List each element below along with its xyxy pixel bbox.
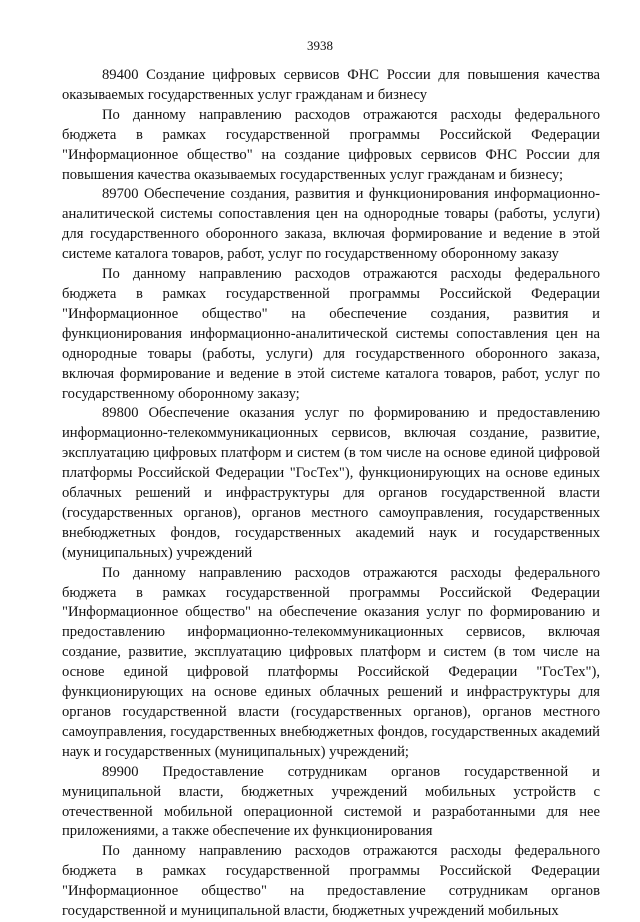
paragraph-89800-description: По данному направлению расходов отражаются расходы федерального бюджета в рамках государственной программы Российской Федерации "Информационное общество" на обеспечение оказания услуг по формированию и предоставлению информационно-телекоммуникационных сервисов, включая создание, развитие, эксплуатацию цифровых платформ и систем (в том числе на основе единой цифровой платформы Российской Федерации "ГосТех"), функционирующих на основе единых облачных решений и инфраструктуры для органов государственной власти (государственных органов), органов местного самоуправления, государственных внебюджетных фондов, государственных академий наук и государственных (муниципальных) учреждений; [62, 564, 600, 760]
paragraph-89700-description: По данному направлению расходов отражаются расходы федерального бюджета в рамках государственной программы Российской Федерации "Информационное общество" на обеспечение создания, развития и функционирования информационно-аналитической системы сопоставления цен на однородные товары (работы, услуги) для государственного оборонного заказа, включая формирование и ведение в этой системе каталога товаров, работ, услуг по государственному оборонному заказу; [62, 266, 600, 402]
paragraph-89900-description: По данному направлению расходов отражаются расходы федерального бюджета в рамках государственной программы Российской Федерации "Информационное общество" на предоставление сотрудникам органов государственной и муниципальной власти, бюджетных учреждений мобильных [62, 843, 600, 920]
paragraph-89400-heading: 89400 Создание цифровых сервисов ФНС России для повышения качества оказываемых государственных услуг гражданам и бизнесу [62, 67, 600, 103]
paragraph-89400-description: По данному направлению расходов отражаются расходы федерального бюджета в рамках государственной программы Российской Федерации "Информационное общество" на создание цифровых сервисов ФНС России для повышения качества оказываемых государственных услуг гражданам и бизнесу; [62, 106, 600, 183]
paragraph-89700-heading: 89700 Обеспечение создания, развития и функционирования информационно-аналитической системы сопоставления цен на однородные товары (работы, услуги) для государственного оборонного заказа, включая формирование и ведение в этой системе каталога товаров, работ, услуг по государственному оборонному заказу [62, 186, 600, 263]
paragraph-89900-heading: 89900 Предоставление сотрудникам органов государственной и муниципальной власти, бюджетных учреждений мобильных устройств с отечественной мобильной операционной системой и разработанными для нее приложениями, а также обеспечение их функционирования [62, 763, 600, 840]
page-number: 3938 [307, 38, 333, 53]
paragraph-89800-heading: 89800 Обеспечение оказания услуг по формированию и предоставлению информационно-телекоммуникационных сервисов, включая создание, развитие, эксплуатацию цифровых платформ и систем (в том числе на основе единой цифровой платформы Российской Федерации "ГосТех"), функционирующих на основе единых облачных решений и инфраструктуры для органов государственной власти (государственных органов), органов местного самоуправления, государственных внебюджетных фондов, государственных академий наук и государственных (муниципальных) учреждений [62, 405, 600, 561]
document-body [62, 66, 600, 922]
